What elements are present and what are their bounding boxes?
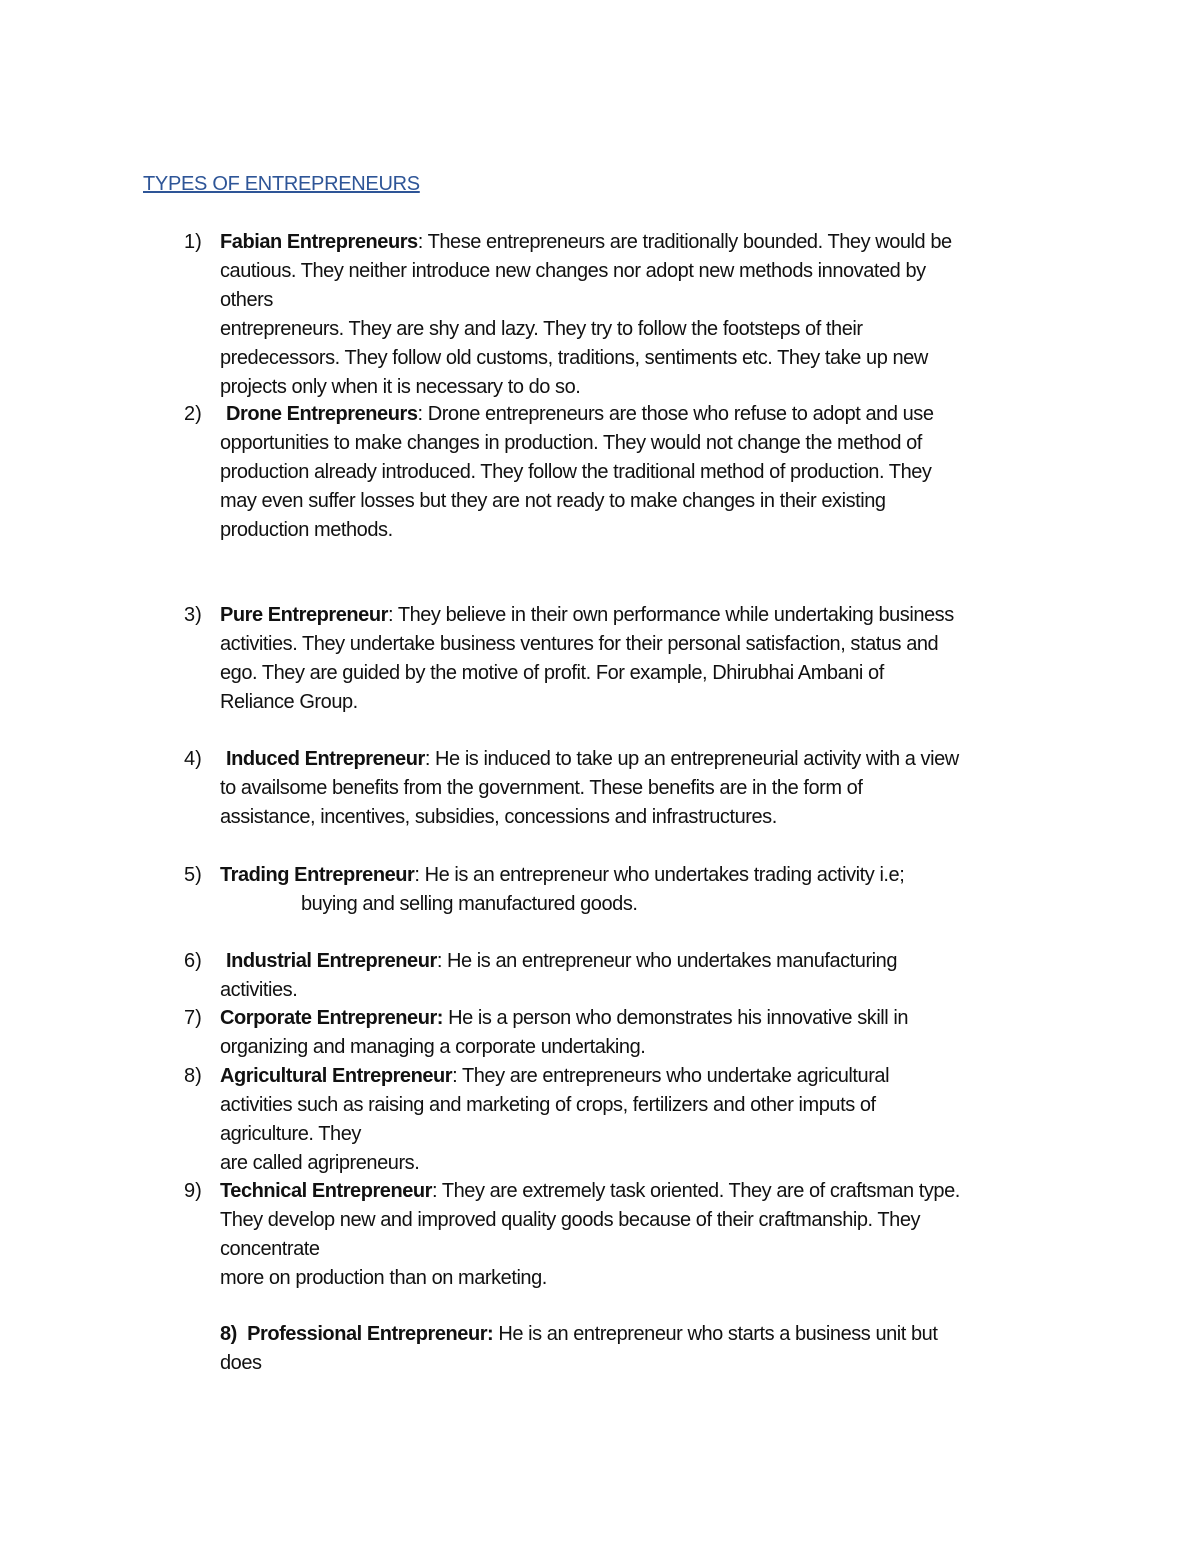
item-term: Induced Entrepreneur [226, 748, 425, 770]
item-description: : These entrepreneurs are traditionally bounded. They would be [417, 231, 952, 253]
item-description: : They are extremely task oriented. They are of craftsman type. [432, 1180, 960, 1202]
item-line: production methods. [220, 519, 393, 541]
item-number: 5) [184, 864, 202, 886]
item-first-line [220, 1004, 1070, 1033]
item-description: : Drone entrepreneurs are those who refuse to adopt and use [417, 403, 934, 425]
item-text [220, 947, 1070, 1005]
item-first-line [220, 947, 1070, 976]
item-line: projects only when it is necessary to do so. [220, 376, 581, 398]
item-first-line [220, 1062, 1070, 1091]
item-first-line [220, 228, 1070, 257]
item-line: Reliance Group. [220, 691, 358, 713]
item-line: does [220, 1352, 262, 1374]
item-number: 7) [184, 1007, 202, 1029]
item-line: concentrate [220, 1238, 320, 1260]
item-line: others [220, 289, 273, 311]
item-text [220, 228, 1070, 402]
item-term: Fabian Entrepreneurs [220, 231, 418, 253]
item-term [237, 1323, 247, 1345]
item-term: Pure Entrepreneur [220, 604, 388, 626]
item-line: activities. [220, 979, 298, 1001]
item-text [220, 745, 1070, 832]
item-line: buying and selling manufactured goods. [301, 893, 638, 915]
item-text [220, 400, 1070, 545]
item-number: 9) [184, 1180, 202, 1202]
list-item-professional [220, 1320, 1070, 1378]
item-text [220, 1177, 1070, 1293]
item-line: predecessors. They follow old customs, traditions, sentiments etc. They take up new [220, 347, 928, 369]
item-line: organizing and managing a corporate undertaking. [220, 1036, 646, 1058]
item-term: Industrial Entrepreneur [226, 950, 437, 972]
item-first-line [220, 745, 1070, 774]
item-text [220, 601, 1070, 717]
item-text [220, 861, 1070, 919]
item-description: : They believe in their own performance while undertaking business [387, 604, 954, 626]
item-first-line [220, 601, 1070, 630]
item-line: to availsome benefits from the government. These benefits are in the form of [220, 777, 863, 799]
item-term: Corporate Entrepreneur: [220, 1007, 444, 1029]
item-text [220, 1062, 1070, 1178]
item-number: 4) [184, 748, 202, 770]
item-first-line [220, 400, 1070, 429]
item-line: entrepreneurs. They are shy and lazy. They try to follow the footsteps of their [220, 318, 863, 340]
item-line: more on production than on marketing. [220, 1267, 547, 1289]
item-line: cautious. They neither introduce new changes nor adopt new methods innovated by [220, 260, 926, 282]
item-line: may even suffer losses but they are not ready to make changes in their existing [220, 490, 886, 512]
item-line: assistance, incentives, subsidies, concessions and infrastructures. [220, 806, 777, 828]
item-line: They develop new and improved quality goods because of their craftmanship. They [220, 1209, 921, 1231]
item-first-line [220, 1320, 1070, 1349]
item-number: 6) [184, 950, 202, 972]
item-line: opportunities to make changes in production. They would not change the method of [220, 432, 922, 454]
item-description: : He is an entrepreneur who undertakes manufacturing [436, 950, 898, 972]
item-term: Professional Entrepreneur: [247, 1323, 494, 1345]
item-text [220, 1004, 1070, 1062]
item-line: production already introduced. They follow the traditional method of production. They [220, 461, 932, 483]
item-number: 8) [220, 1323, 237, 1345]
item-description: : They are entrepreneurs who undertake agricultural [452, 1065, 890, 1087]
item-line: agriculture. They [220, 1123, 361, 1145]
item-description: He is a person who demonstrates his innovative skill in [443, 1007, 909, 1029]
item-number: 8) [184, 1065, 202, 1087]
item-line: ego. They are guided by the motive of profit. For example, Dhirubhai Ambani of [220, 662, 884, 684]
item-term: Technical Entrepreneur [220, 1180, 433, 1202]
item-first-line [220, 1177, 1070, 1206]
item-description: : He is induced to take up an entrepreneurial activity with a view [424, 748, 959, 770]
item-term: Trading Entrepreneur [220, 864, 415, 886]
item-line: are called agripreneurs. [220, 1152, 420, 1174]
item-line: activities such as raising and marketing of crops, fertilizers and other imputs of [220, 1094, 876, 1116]
item-line: activities. They undertake business ventures for their personal satisfaction, status and [220, 633, 939, 655]
item-description: He is an entrepreneur who starts a business unit but [493, 1323, 938, 1345]
item-number: 1) [184, 231, 202, 253]
item-number: 2) [184, 403, 202, 425]
item-number: 3) [184, 604, 202, 626]
item-description: : He is an entrepreneur who undertakes trading activity i.e; [414, 864, 905, 886]
document-title: TYPES OF ENTREPRENEURS [143, 173, 420, 195]
item-first-line [220, 861, 1070, 890]
item-term: Agricultural Entrepreneur [220, 1065, 453, 1087]
item-term: Drone Entrepreneurs [226, 403, 418, 425]
